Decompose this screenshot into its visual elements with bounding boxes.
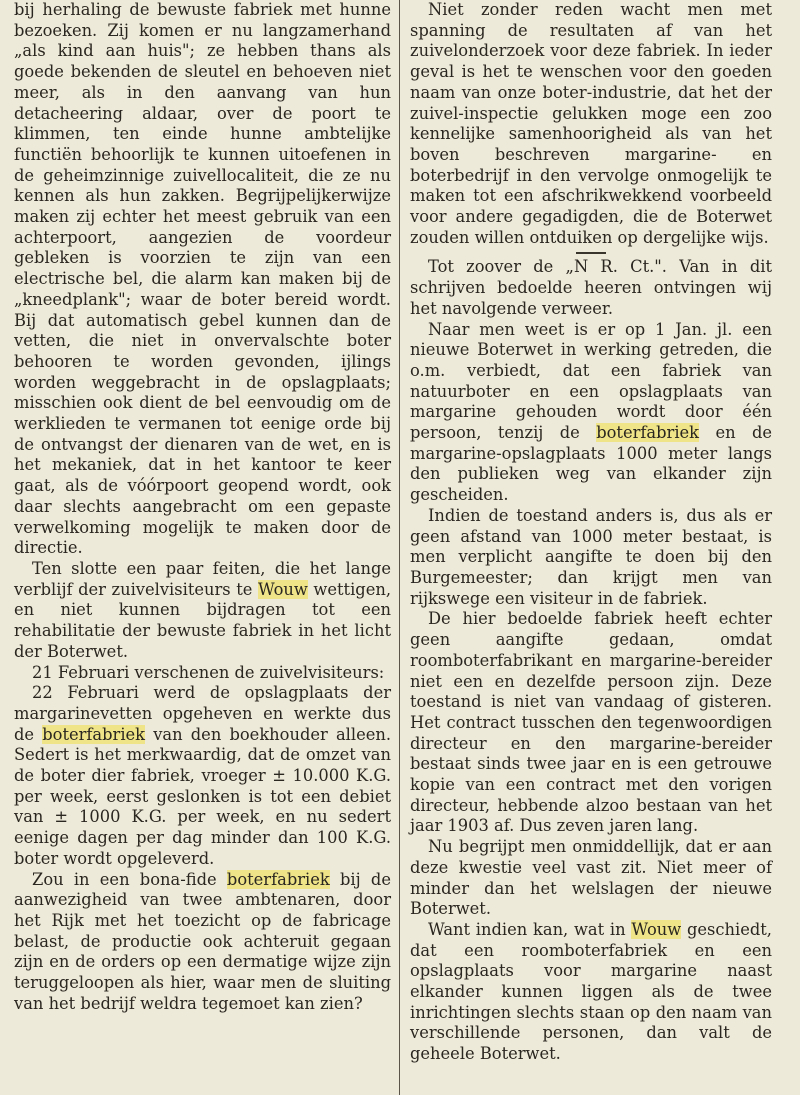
right-paragraph-2: Tot zoover de „N R. Ct.". Van in dit schrijven bedoelde heeren ontvingen wij het navolgende verweer. (410, 257, 772, 318)
text-run: Want indien kan, wat in (428, 919, 632, 939)
right-paragraph-6: Nu begrijpt men onmiddellijk, dat er aan deze kwestie veel vast zit. Niet meer of minder dan het welslagen der nieuwe Boterwet. (410, 837, 772, 919)
highlighted-term: boterfabriek (42, 724, 146, 744)
left-paragraph-5 (14, 870, 391, 1015)
text-run: en de margarine-opslagplaats 1000 meter langs den publieken weg van elkander zijn gescheiden. (410, 423, 773, 505)
text-run: van den boekhouder alleen. Sedert is het merkwaardig, dat de omzet van de boter dier fabriek, vroeger ± 10.000 K.G. per week, eerst geslonken is tot een debiet van ± 1000 K.G. per week, en nu sedert eenige dagen per dag minder dan 100 K.G. boter wordt opgeleverd. (14, 724, 392, 868)
text-run: Ten slotte een paar feiten, die het lange verblijf der zuivelvisiteurs te (14, 558, 391, 599)
left-column (14, 0, 391, 1014)
section-separator (576, 252, 606, 254)
text-run: Naar men weet is er op 1 Jan. jl. een nieuwe Boterwet in werking getreden, die o.m. verbiedt, dat een fabriek van natuurboter en een opslagplaats van margarine gehouden wordt door één persoon, tenzij de (410, 319, 772, 443)
right-column (410, 0, 772, 1065)
highlighted-term: Wouw (257, 579, 308, 599)
right-paragraph-3 (410, 320, 772, 506)
right-paragraph-5: De hier bedoelde fabriek heeft echter geen aangifte gedaan, omdat roomboterfabrikant en margarine-bereider niet een en dezelfde persoon zijn. Deze toestand is niet van vandaag of gisteren. Het contract tusschen den tegenwoordigen directeur en den margarine-bereider bestaat sinds twee jaar en is een getrouwe kopie van een contract met den vorigen directeur, hebbende alzoo bestaan van het jaar 1903 af. Dus zeven jaren lang. (410, 609, 772, 836)
text-run: geschiedt, dat een roomboterfabriek en een opslagplaats voor margarine naast elkander kunnen liggen als de twee inrichtingen slechts staan op den naam van verschillende personen, dan valt de geheele Boterwet. (410, 919, 772, 1064)
right-paragraph-7 (410, 920, 772, 1065)
left-paragraph-1: bij herhaling de bewuste fabriek met hunne bezoeken. Zij komen er nu langzamerhand „als kind aan huis"; ze hebben thans als goede bekenden de sleutel en behoeven niet meer, als in den aanvang van hun detacheering aldaar, over de poort te klimmen, ten einde hunne ambtelijke functiën behoorlijk te kunnen uitoefenen in de geheimzinnige zuivellocaliteit, die ze nu kennen als hun zakken. Begrijpelijkerwijze maken zij echter het meest gebruik van een achterpoort, aangezien de voordeur gebleken is voorzien te zijn van een electrische bel, die alarm kan maken bij de „kneedplank"; waar de boter bereid wordt. Bij dat automatisch gebel kunnen dan de vetten, die niet in onvervalschte boter behooren te worden gevonden, ijlings worden weggebracht in de opslagplaats; misschien ook dient de bel eenvoudig om de werklieden te vermanen tot eenige orde bij de ontvangst der dienaren van de wet, en is het mekaniek, dat in het kantoor te keer gaat, als de vóórpoort geopend wordt, ook daar slechts aangebracht om een gepaste verwelkoming mogelijk te maken door de directie. (14, 0, 391, 558)
left-paragraph-2 (14, 559, 391, 663)
left-paragraph-4 (14, 683, 391, 869)
text-run: bij de aanwezigheid van twee ambtenaren, door het Rijk met het toezicht op de fabricage belast, de productie ook achteruit gegaan zijn en de orders op een dermatige wijze zijn teruggeloopen als hier, waar men de sluiting van het bedrijf weldra tegemoet kan zien? (14, 869, 391, 1013)
right-paragraph-4: Indien de toestand anders is, dus als er geen afstand van 1000 meter bestaat, is men verplicht aangifte te doen bij den Burgemeester; dan krijgt men van rijkswege een visiteur in de fabriek. (410, 505, 772, 608)
highlighted-term: boterfabriek (596, 423, 700, 443)
text-run: Zou in een bona-fide (32, 869, 227, 889)
text-run: wettigen, en niet kunnen bijdragen tot een rehabilitatie der bewuste fabriek in het licht der Boterwet. (14, 579, 391, 661)
column-divider (399, 0, 400, 1095)
highlighted-term: Wouw (631, 919, 682, 939)
highlighted-term: boterfabriek (226, 869, 330, 889)
right-paragraph-1: Niet zonder reden wacht men met spanning de resultaten af van het zuivelonderzoek voor deze fabriek. In ieder geval is het te wenschen voor den goeden naam van onze boter-industrie, dat het der zuivel-inspectie gelukken moge een zoo kennelijke samenhoorigheid als van het boven beschreven margarine- en boterbedrijf in den vervolge onmogelijk te maken tot een afschrikwekkend voorbeeld voor andere gegadigden, die de Boterwet zouden willen ontduiken op dergelijke wijs. (410, 0, 772, 247)
left-paragraph-3: 21 Februari verschenen de zuivelvisiteurs: (32, 662, 385, 682)
text-run: 22 Februari werd de opslagplaats der margarinevetten opgeheven en werkte dus de (14, 683, 391, 744)
